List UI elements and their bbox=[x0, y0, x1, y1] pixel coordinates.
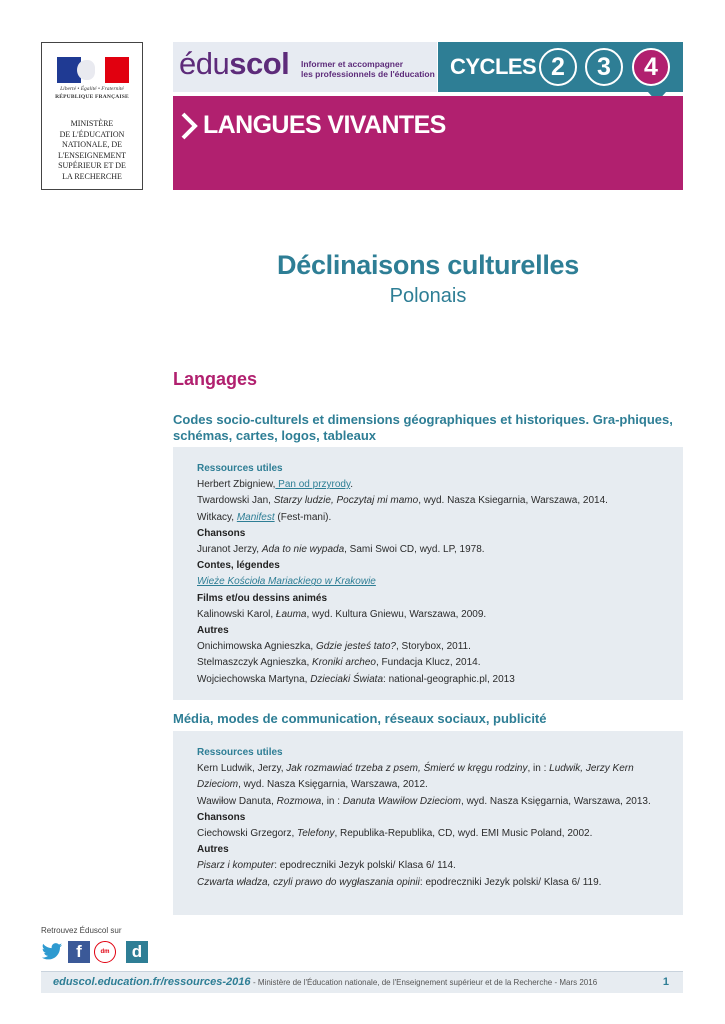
document-subtitle: Polonais bbox=[389, 285, 467, 307]
resource-item: Herbert Zbigniew, Pan od przyrody. bbox=[197, 479, 354, 491]
cycles-banner bbox=[438, 42, 683, 92]
category-heading: Autres bbox=[197, 625, 229, 637]
resource-link[interactable]: Pan od przyrody bbox=[275, 479, 351, 491]
footer-credit: - Ministère de l'Éducation nationale, de l'Enseignement supérieur et de la Recherche - Mars 2016 bbox=[253, 978, 598, 987]
resources-box-codes bbox=[173, 447, 683, 700]
resource-item: Wojciechowska Martyna, Dzieciaki Świata: national-geographic.pl, 2013 bbox=[197, 673, 515, 685]
cycles-label: CYCLES bbox=[450, 54, 537, 79]
resource-item: Czwarta władza, czyli prawo do wygłaszania opinii: epodreczniki Jezyk polski/ Klasa 6/ 119. bbox=[197, 876, 602, 888]
section-heading: Langages bbox=[173, 369, 258, 389]
category-heading: Chansons bbox=[197, 527, 246, 539]
resource-item: Kalinowski Karol, Łauma, wyd. Kultura Gniewu, Warszawa, 2009. bbox=[197, 608, 487, 620]
document-title: Déclinaisons culturelles bbox=[277, 250, 579, 280]
subject-banner bbox=[173, 96, 683, 190]
subject-title: LANGUES VIVANTES bbox=[203, 111, 446, 139]
resource-item: Onichimowska Agnieszka, Gdzie jesteś tato?, Storybox, 2011. bbox=[197, 641, 471, 653]
category-heading: Autres bbox=[197, 844, 229, 856]
eduscol-tagline: Informer et accompagner les professionnels de l'éducation bbox=[301, 59, 435, 79]
eduscol-banner bbox=[173, 42, 437, 92]
resource-item: Pisarz i komputer: epodreczniki Jezyk polski/ Klasa 6/ 114. bbox=[197, 860, 456, 872]
resources-heading: Ressources utiles bbox=[197, 747, 283, 758]
dailymotion-icon[interactable]: dm bbox=[94, 941, 116, 963]
marianne-flag-icon bbox=[57, 57, 129, 83]
subheading-codes: Codes socio-culturels et dimensions géographiques et historiques. Gra-phiques, schémas, cartes, logos, tableaux bbox=[173, 412, 673, 443]
resources-heading: Ressources utiles bbox=[197, 463, 283, 474]
page-number: 1 bbox=[662, 976, 669, 988]
resource-item: Kern Ludwik, Jerzy, Jak rozmawiać trzeba z psem, Śmierć w kręgu rodziny, in : Ludwik, Jerzy Kern Dzieciom, wyd. Nasza Księgarnia, Warszawa, 2012. bbox=[197, 763, 634, 791]
category-heading: Contes, légendes bbox=[197, 560, 280, 572]
resource-item: Juranot Jerzy, Ada to nie wypada, Sami Swoi CD, wyd. LP, 1978. bbox=[197, 544, 485, 556]
resources-box-media bbox=[173, 731, 683, 915]
facebook-icon[interactable]: f bbox=[68, 941, 90, 963]
footer-bar bbox=[41, 971, 683, 993]
resource-link[interactable]: Manifest bbox=[236, 511, 275, 523]
republic-name: RÉPUBLIQUE FRANÇAISE bbox=[55, 94, 129, 100]
resource-link[interactable]: Wieże Kościoła Mariackiego w Krakowie bbox=[197, 576, 376, 588]
resource-item: Witkacy, Manifest (Fest-mani). bbox=[197, 511, 332, 523]
resource-item bbox=[197, 574, 659, 590]
chevron-right-icon bbox=[179, 110, 199, 142]
resource-item: Wawiłow Danuta, Rozmowa, in : Danuta Wawiłow Dzieciom, wyd. Nasza Księgarnia, Warszawa, 2013. bbox=[197, 795, 651, 807]
ministry-logo bbox=[41, 42, 143, 190]
republic-motto: Liberté • Égalité • Fraternité bbox=[60, 86, 124, 92]
resource-item: Twardowski Jan, Starzy ludzie, Poczytaj mi mamo, wyd. Nasza Ksiegarnia, Warszawa, 2014. bbox=[197, 495, 608, 507]
cycle-3-badge: 3 bbox=[585, 48, 623, 86]
cycle-4-badge: 4 bbox=[632, 48, 670, 86]
ministry-name: MINISTÈRE DE L'ÉDUCATION NATIONALE, DE L'ENSEIGNEMENT SUPÉRIEUR ET DE LA RECHERCHE bbox=[57, 119, 127, 181]
resource-item: Ciechowski Grzegorz, Telefony, Republika-Republika, CD, wyd. EMI Music Poland, 2002. bbox=[197, 828, 593, 840]
footer-url-link[interactable]: eduscol.education.fr/ressources-2016 bbox=[53, 976, 251, 988]
twitter-icon[interactable] bbox=[41, 941, 63, 963]
social-label: Retrouvez Éduscol sur bbox=[41, 926, 122, 935]
eduscol-logo[interactable]: éduscol bbox=[179, 46, 290, 81]
resource-item: Stelmaszczyk Agnieszka, Kroniki archeo, Fundacja Klucz, 2014. bbox=[197, 657, 481, 669]
cycle-2-badge: 2 bbox=[539, 48, 577, 86]
subheading-media: Média, modes de communication, réseaux sociaux, publicité bbox=[173, 711, 547, 726]
d-icon[interactable]: d bbox=[126, 941, 148, 963]
category-heading: Chansons bbox=[197, 811, 246, 823]
category-heading: Films et/ou dessins animés bbox=[197, 592, 328, 604]
